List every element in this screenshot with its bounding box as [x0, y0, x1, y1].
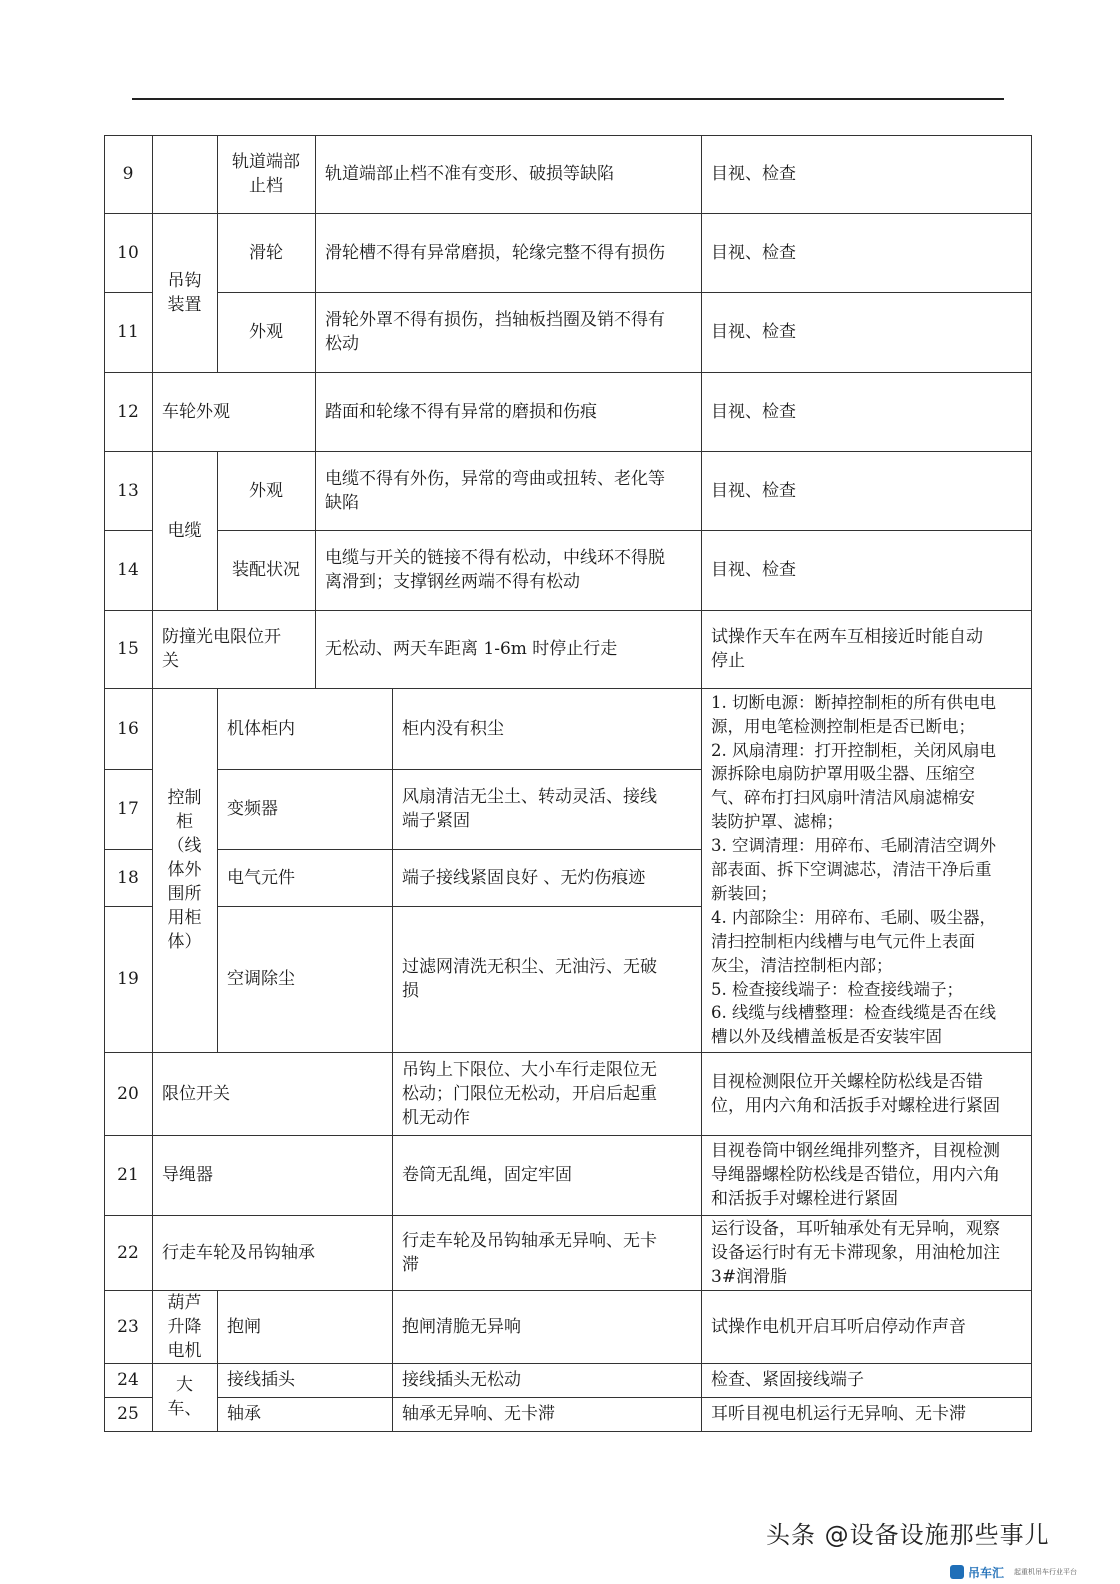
table-rule: [104, 213, 1032, 214]
table-rule: [104, 849, 152, 850]
component-name: 电气元件: [227, 867, 295, 888]
table-rule: [104, 292, 152, 293]
inspection-requirement: 轴承无异响、无卡滞: [402, 1404, 555, 1424]
inspection-method: 目视、检查: [711, 401, 796, 422]
inspection-requirement: 踏面和轮缘不得有异常的磨损和伤痕: [325, 401, 597, 422]
inspection-requirement: 电缆不得有外伤，异常的弯曲或扭转、老化等 缺陷: [325, 468, 665, 513]
table-rule: [217, 451, 218, 610]
table-rule: [217, 769, 701, 770]
table-rule: [217, 849, 701, 850]
row-number: 15: [117, 639, 139, 659]
logo-name: 吊车汇: [968, 1565, 1005, 1580]
row-number: 17: [117, 799, 139, 819]
inspection-method: 运行设备，耳听轴承处有无异响，观察 设备运行时有无卡滞现象，用油枪加注 3#润滑脂: [711, 1218, 1000, 1287]
inspection-method: 耳听目视电机运行无异响、无卡滞: [711, 1404, 966, 1424]
table-rule: [104, 1290, 1032, 1291]
component-name: 滑轮: [249, 242, 283, 263]
table-rule: [104, 906, 152, 907]
table-rule: [104, 1397, 152, 1398]
group-hoist-motor: 葫芦 升降 电机: [167, 1292, 202, 1361]
table-rule: [104, 135, 105, 1432]
inspection-requirement: 抱闸清脆无异响: [402, 1316, 521, 1337]
inspection-requirement: 吊钩上下限位、大小车行走限位无 松动；门限位无松动，开启后起重 机无动作: [402, 1059, 657, 1128]
component-name: 装配状况: [232, 560, 300, 580]
table-rule: [104, 530, 152, 531]
component-name: 导绳器: [162, 1165, 213, 1185]
table-rule: [104, 1052, 1032, 1053]
component-name: 限位开关: [162, 1083, 230, 1104]
brand-logo: [950, 1562, 1077, 1582]
component-name: 变频器: [227, 799, 278, 819]
row-number: 10: [117, 242, 139, 263]
component-name: 轴承: [227, 1404, 261, 1424]
inspection-requirement: 轨道端部止档不准有变形、破损等缺陷: [325, 164, 614, 184]
source-watermark: 头条 @设备设施那些事儿: [766, 1521, 1050, 1549]
component-name: 抱闸: [227, 1316, 261, 1337]
row-number: 13: [117, 480, 139, 501]
table-rule: [104, 1363, 1032, 1364]
table-rule: [217, 1290, 218, 1432]
table-rule: [104, 1135, 1032, 1136]
table-rule: [104, 1431, 1032, 1432]
table-rule: [217, 292, 1032, 293]
table-rule: [104, 610, 1032, 611]
inspection-method: 目视检测限位开关螺栓防松线是否错 位，用内六角和活扳手对螺栓进行紧固: [711, 1071, 1000, 1116]
inspection-method: 目视卷筒中钢丝绳排列整齐，目视检测 导绳器螺栓防松线是否错位，用内六角 和活扳手对螺栓进行紧固: [711, 1141, 1000, 1209]
inspection-requirement: 柜内没有积尘: [402, 718, 504, 739]
inspection-method: 目视、检查: [711, 560, 796, 580]
table-rule: [104, 135, 1032, 136]
table-rule: [104, 1215, 1032, 1216]
inspection-method: 目视、检查: [711, 322, 796, 342]
inspection-requirement: 电缆与开关的链接不得有松动，中线环不得脱 离滑到；支撑钢丝两端不得有松动: [325, 548, 665, 592]
component-name: 轨道端部 止档: [232, 152, 300, 196]
row-number: 12: [117, 401, 139, 422]
inspection-requirement: 滑轮槽不得有异常磨损，轮缘完整不得有损伤: [325, 242, 665, 263]
row-number: 21: [117, 1165, 139, 1185]
component-name: 机体柜内: [227, 718, 295, 739]
component-name: 车轮外观: [162, 401, 230, 422]
inspection-method: 试操作天车在两车互相接近时能自动 停止: [711, 627, 983, 671]
component-name: 防撞光电限位开 关: [162, 627, 281, 671]
cabinet-maintenance-steps: 1. 切断电源：断掉控制柜的所有供电电 源，用电笔检测控制柜是否已断电； 2. 风扇清理：打开控制柜，关闭风扇电 源拆除电扇防护罩用吸尘器、压缩空 气、碎布打扫风扇叶清洁风扇滤棉安 装防护罩、滤棉； 3. 空调清理：用碎布、毛刷清洁空调外 部表面、拆下空调滤芯，清洁干净后重 新装回； 4. 内部除尘：用碎布、毛刷、吸尘器， 清扫控制柜内线槽与电气元件上表面 灰尘，清洁控制柜内部； 5. 检查接线端子：检查接线端子； 6. 线缆与线槽整理：检查线缆是否在线 槽以外及线槽盖板是否安装牢固: [711, 692, 996, 1047]
row-number: 23: [117, 1316, 139, 1337]
row-number: 22: [117, 1242, 139, 1263]
row-number: 20: [117, 1083, 139, 1104]
table-rule: [217, 688, 218, 1052]
inspection-requirement: 滑轮外罩不得有损伤，挡轴板挡圈及销不得有 松动: [325, 310, 665, 354]
inspection-method: 目视、检查: [711, 164, 796, 184]
inspection-method: 目视、检查: [711, 242, 796, 263]
inspection-method: 试操作电机开启耳听启停动作声音: [711, 1316, 966, 1337]
row-number: 19: [117, 969, 139, 989]
row-number: 18: [117, 867, 139, 888]
inspection-requirement: 风扇清洁无尘土、转动灵活、接线 端子紧固: [402, 787, 657, 831]
table-rule: [104, 688, 1032, 689]
group-trolley-motor: 大 车、: [167, 1375, 202, 1419]
table-rule: [315, 135, 316, 688]
inspection-requirement: 过滤网清洗无积尘、无油污、无破 损: [402, 957, 657, 1001]
inspection-requirement: 行走车轮及吊钩轴承无异响、无卡 滞: [402, 1230, 657, 1275]
table-rule: [392, 688, 393, 1432]
inspection-method: 检查、紧固接线端子: [711, 1370, 864, 1390]
row-number: 24: [117, 1370, 139, 1390]
component-name: 外观: [249, 480, 283, 501]
table-rule: [217, 530, 1032, 531]
table-rule: [104, 769, 152, 770]
group-cable: 电缆: [167, 520, 202, 541]
row-number: 11: [117, 322, 139, 342]
component-name: 行走车轮及吊钩轴承: [162, 1242, 315, 1263]
component-name: 外观: [249, 322, 283, 342]
crane-logo-icon: [950, 1565, 964, 1579]
table-rule: [217, 906, 701, 907]
table-rule: [217, 1397, 1032, 1398]
group-hook-device: 吊钩 装置: [167, 270, 202, 315]
inspection-method: 目视、检查: [711, 480, 796, 501]
table-rule: [701, 135, 702, 1432]
component-name: 接线插头: [227, 1370, 295, 1390]
logo-tagline: 起重机吊车行业平台: [1014, 1568, 1078, 1576]
inspection-requirement: 卷筒无乱绳，固定牢固: [402, 1165, 572, 1185]
component-name: 空调除尘: [227, 969, 295, 989]
table-rule: [1031, 135, 1032, 1432]
group-control-cabinet: 控制 柜 （线 体外 围所 用柜 体）: [167, 788, 202, 952]
inspection-requirement: 接线插头无松动: [402, 1370, 521, 1390]
table-rule: [217, 135, 218, 372]
row-number: 9: [122, 164, 134, 184]
inspection-requirement: 端子接线紧固良好 、无灼伤痕迹: [402, 867, 646, 888]
table-rule: [104, 451, 1032, 452]
row-number: 14: [117, 560, 139, 580]
inspection-requirement: 无松动、两天车距离 1-6m 时停止行走: [325, 639, 618, 659]
row-number: 25: [117, 1404, 139, 1424]
row-number: 16: [117, 718, 139, 739]
table-rule: [104, 372, 1032, 373]
table-rule: [152, 135, 153, 1432]
